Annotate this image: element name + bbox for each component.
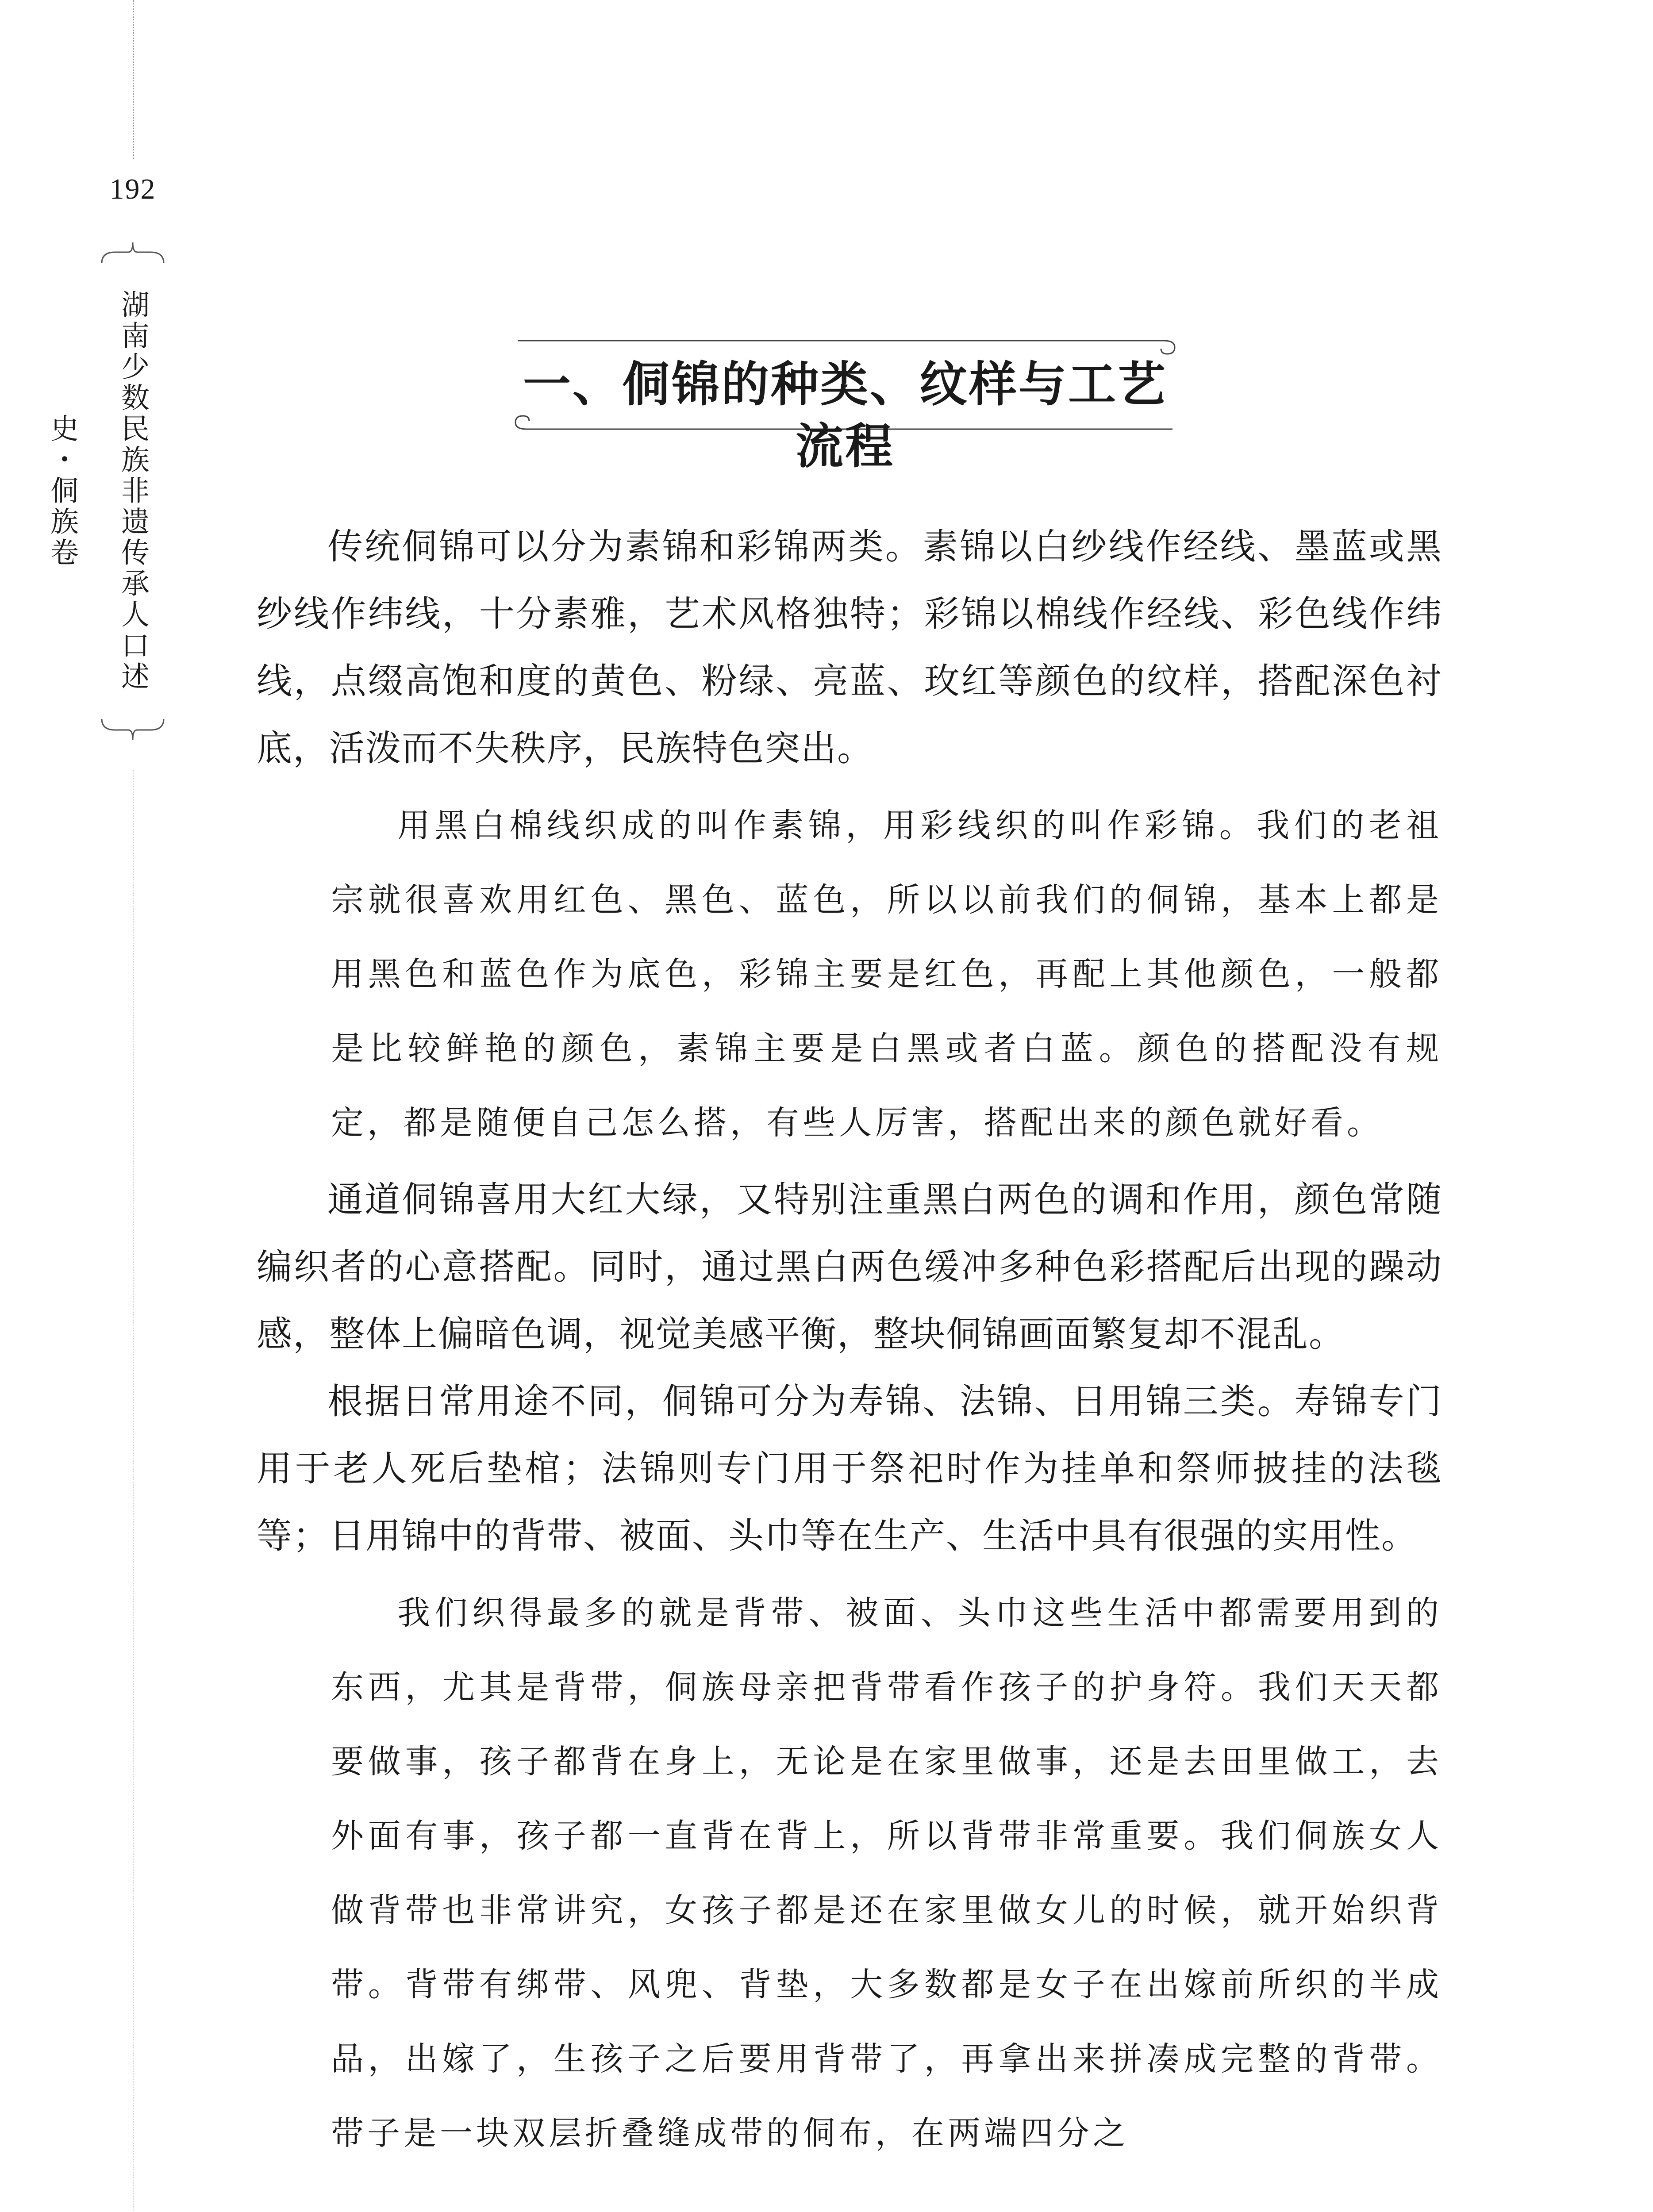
bracket-bottom-ornament: [97, 717, 168, 743]
page-number: 192: [109, 173, 156, 205]
margin-rule-top: [133, 0, 134, 159]
section-heading: [509, 327, 1181, 474]
running-title-text: 湖南少数民族非遗传承人口述史・侗族卷: [46, 290, 149, 692]
body-paragraph: 通道侗锦喜用大红大绿，又特别注重黑白两色的调和作用，颜色常随编织者的心意搭配。同时，通过黑白两色缓冲多种色彩搭配后出现的躁动感，整体上偏暗色调，视觉美感平衡，整块侗锦画面繁复却不混乱。: [257, 1179, 1442, 1355]
margin-rule-bottom: [133, 770, 134, 2212]
body-paragraph: 传统侗锦可以分为素锦和彩锦两类。素锦以白纱线作经线、墨蓝或黑纱线作纬线，十分素雅，艺术风格独特；彩锦以棉线作经线、彩色线作纬线，点缀高饱和度的黄色、粉绿、亮蓝、玫红等颜色的纹样，搭配深色衬底，活泼而不失秩序，民族特色突出。: [257, 526, 1442, 769]
oral-quote-paragraph: 我们织得最多的就是背带、被面、头巾这些生活中都需要用到的东西，尤其是背带，侗族母亲把背带看作孩子的护身符。我们天天都要做事，孩子都背在身上，无论是在家里做事，还是去田里做工，去外面有事，孩子都一直背在背上，所以背带非常重要。我们侗族女人做背带也非常讲究，女孩子都是还在家里做女儿的时候，就开始织背带。背带有绑带、风兜、背垫，大多数都是女子在出嫁前所织的半成品，出嫁了，生孩子之后要用背带了，再拿出来拼凑成完整的背带。带子是一块双层折叠缝成带的侗布，在两端四分之: [331, 1594, 1442, 2152]
body-paragraph: 根据日常用途不同，侗锦可分为寿锦、法锦、日用锦三类。寿锦专门用于老人死后垫棺；法锦则专门用于祭祀时作为挂单和祭师披挂的法毯等；日用锦中的背带、被面、头巾等在生产、生活中具有很强的实用性。: [257, 1381, 1442, 1556]
main-content: [257, 513, 1442, 2177]
bracket-top-ornament: [97, 239, 168, 265]
oral-quote-paragraph: 用黑白棉线织成的叫作素锦，用彩线织的叫作彩锦。我们的老祖宗就很喜欢用红色、黑色、蓝色，所以以前我们的侗锦，基本上都是用黑色和蓝色作为底色，彩锦主要是红色，再配上其他颜色，一般都是比较鲜艳的颜色，素锦主要是白黑或者白蓝。颜色的搭配没有规定，都是随便自己怎么搭，有些人厉害，搭配出来的颜色就好看。: [331, 806, 1442, 1142]
section-title: 一、侗锦的种类、纹样与工艺流程: [523, 357, 1167, 474]
running-title: [46, 239, 168, 743]
